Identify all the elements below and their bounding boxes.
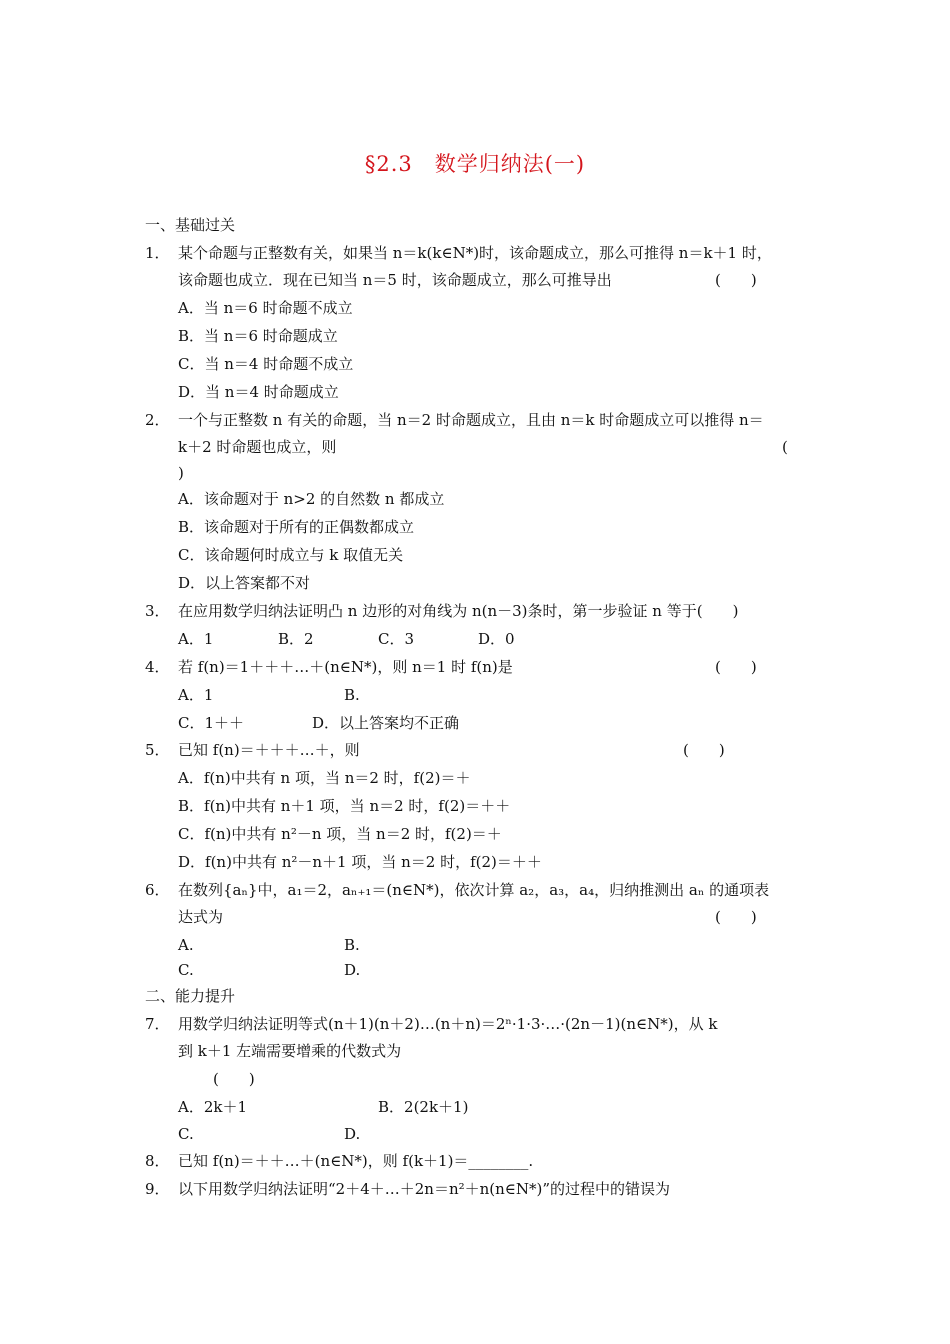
option-c: C．该命题何时成立与 k 取值无关 (178, 546, 404, 564)
question-number: 7． (145, 1015, 170, 1033)
option-a: A．当 n＝6 时命题不成立 (178, 299, 353, 317)
question-number: 8． (145, 1152, 170, 1170)
question-number: 9． (145, 1180, 170, 1198)
question-number: 5． (145, 741, 170, 759)
question-text: 若 f(n)＝1＋＋＋…＋(n∈N*)，则 n＝1 时 f(n)是 (178, 658, 513, 676)
question-number: 2． (145, 411, 170, 429)
option-a: A. (178, 936, 194, 954)
option-d: D．以上答案都不对 (178, 574, 311, 592)
option-c: C. (178, 961, 194, 979)
option-c: C．当 n＝4 时命题不成立 (178, 355, 354, 373)
question-text: 一个与正整数 n 有关的命题，当 n＝2 时命题成立，且由 n＝k 时命题成立可以推得 n＝ (178, 411, 764, 429)
option-b: B．f(n)中共有 n＋1 项，当 n＝2 时，f(2)＝＋＋ (178, 797, 511, 815)
section-heading-basic: 一、基础过关 (145, 216, 236, 234)
answer-parentheses-close: ) (178, 464, 184, 482)
section-heading-advanced: 二、能力提升 (145, 987, 236, 1005)
option-d: D．当 n＝4 时命题成立 (178, 383, 339, 401)
option-b: B. (344, 686, 360, 704)
option-b: B．2 (278, 630, 314, 648)
option-c: C．f(n)中共有 n²－n 项，当 n＝2 时，f(2)＝＋ (178, 825, 502, 843)
answer-parentheses: ( ) (683, 741, 725, 759)
option-d: D. (344, 961, 361, 979)
answer-parentheses-open: ( (782, 438, 788, 456)
question-text: 某个命题与正整数有关，如果当 n＝k(k∈N*)时，该命题成立，那么可推得 n＝k＋1 时， (178, 244, 772, 262)
question-text: 在应用数学归纳法证明凸 n 边形的对角线为 n(n－3)条时，第一步验证 n 等于( ) (178, 602, 739, 620)
option-b: B．该命题对于所有的正偶数都成立 (178, 518, 415, 536)
page-title: §2.3 数学归纳法(一) (364, 152, 586, 176)
question-text: 已知 f(n)＝＋＋＋…＋，则 (178, 741, 360, 759)
question-number: 4． (145, 658, 170, 676)
question-text: 到 k＋1 左端需要增乘的代数式为 (178, 1042, 402, 1060)
option-d: D. (344, 1125, 361, 1143)
option-d: D．f(n)中共有 n²－n＋1 项，当 n＝2 时，f(2)＝＋＋ (178, 853, 542, 871)
option-b: B. (344, 936, 360, 954)
question-text: 在数列{aₙ}中，a₁＝2，aₙ₊₁＝(n∈N*)，依次计算 a₂，a₃，a₄，归纳推测出 aₙ 的通项表 (178, 881, 770, 899)
option-a: A．1 (178, 686, 214, 704)
answer-parentheses: ( ) (715, 271, 757, 289)
option-a: A．f(n)中共有 n 项，当 n＝2 时，f(2)＝＋ (178, 769, 471, 787)
question-number: 6． (145, 881, 170, 899)
question-number: 3． (145, 602, 170, 620)
question-text: 以下用数学归纳法证明“2＋4＋…＋2n＝n²＋n(n∈N*)”的过程中的错误为 (178, 1180, 671, 1198)
option-d: D．以上答案均不正确 (312, 714, 460, 732)
question-text: 达式为 (178, 908, 224, 926)
question-text: 已知 f(n)＝＋＋…＋(n∈N*)，则 f(k＋1)＝________. (178, 1152, 534, 1170)
option-a: A．2k＋1 (178, 1098, 248, 1116)
answer-parentheses: ( ) (715, 908, 757, 926)
question-number: 1． (145, 244, 170, 262)
option-c: C．3 (378, 630, 415, 648)
answer-parentheses: ( ) (213, 1070, 255, 1088)
question-text: k＋2 时命题也成立，则 (178, 438, 337, 456)
option-c: C．1＋＋ (178, 714, 245, 732)
option-a: A．1 (178, 630, 214, 648)
option-d: D．0 (478, 630, 515, 648)
option-a: A．该命题对于 n>2 的自然数 n 都成立 (178, 490, 445, 508)
answer-parentheses: ( ) (715, 658, 757, 676)
option-c: C. (178, 1125, 194, 1143)
option-b: B．2(2k＋1) (378, 1098, 469, 1116)
option-b: B．当 n＝6 时命题成立 (178, 327, 338, 345)
question-text: 用数学归纳法证明等式(n＋1)(n＋2)…(n＋n)＝2ⁿ·1·3·…·(2n－1)(n∈N*)，从 k (178, 1015, 718, 1033)
question-text: 该命题也成立．现在已知当 n＝5 时，该命题成立，那么可推导出 (178, 271, 612, 289)
